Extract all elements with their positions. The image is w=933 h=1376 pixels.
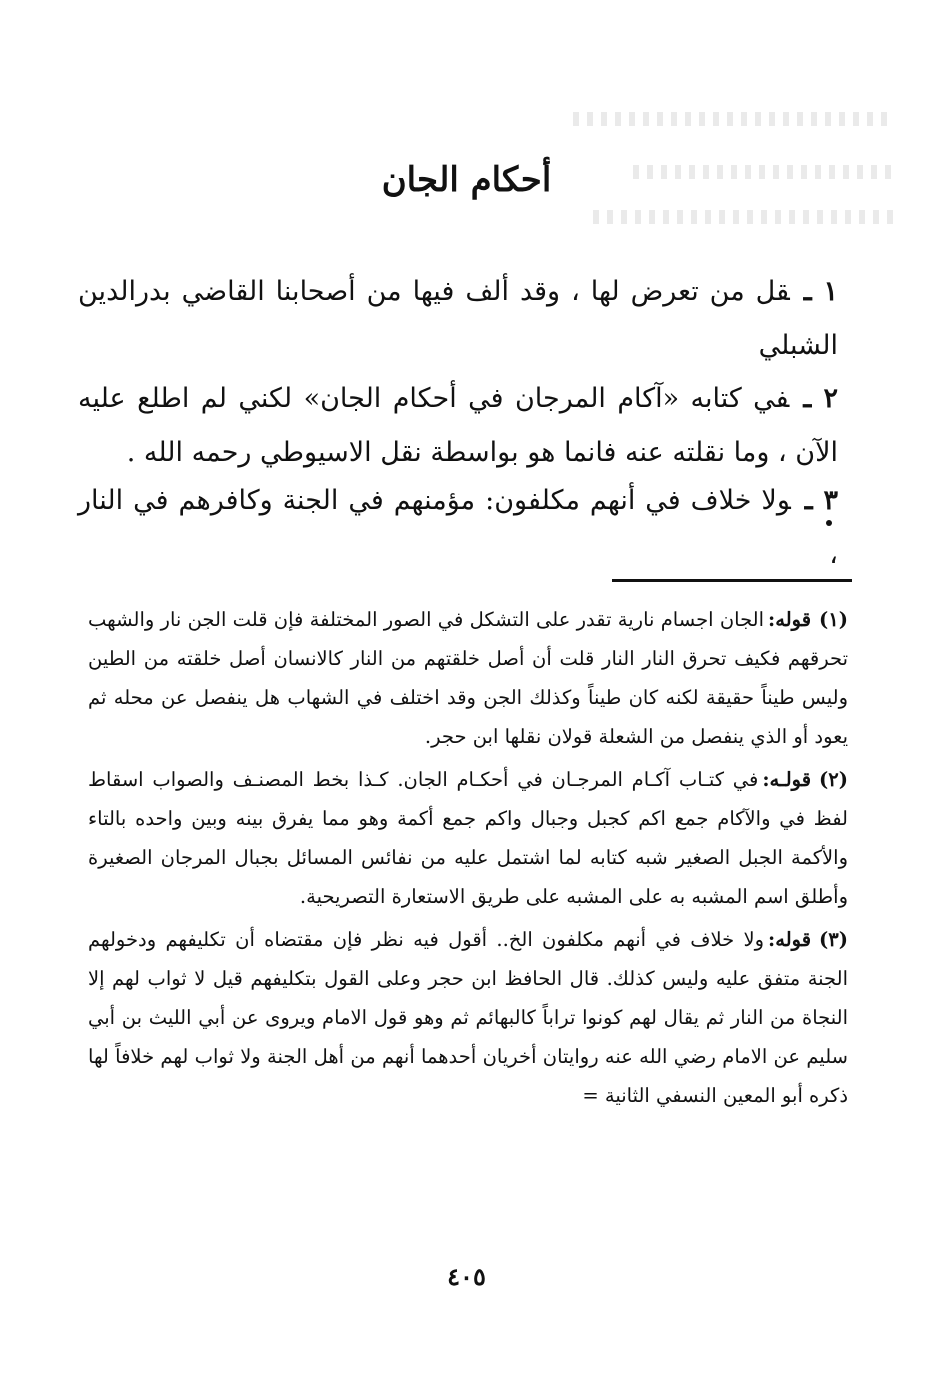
page-title: أحكام الجان — [381, 160, 552, 200]
footnote-keyword: قولـه: — [762, 768, 812, 791]
verse-line-3 — [78, 474, 838, 582]
footnote-keyword: قوله: — [768, 608, 812, 631]
footnote-text: ولا خلاف في أنهم مكلفون الخ.. أقول فيه نظر فإن مقتضاه أن تكليفهم ودخولهم الجنة متفق عليه وليس كذلك. قال الحافظ ابن حجر وعلى القول بتكليفهم قيل لا ثواب لهم إلا النجاة من النار ثم يقال لهم كونوا تراباً كالبهائم ثم وهو قول الامام ويروى عن أبي الليث بن أبي سليم عن الامام رضي الله عنه روايتان أخريان أحدهما أنهم من أهل الجنة ولا ثواب لهم خلافاً لها ذكره أبو المعين النسفي الثانية = — [88, 928, 848, 1107]
bleed-through-text — [573, 112, 893, 126]
footnote-text: في كتـاب آكـام المرجـان في أحكـام الجان. كـذا بخط المصنـف والصواب اسقاط لفظ في والآكام جمع اكم كجبل وجبال واكم جمع أكمة وهو مما يفرق بينه وبين واحده بالتاء والأكمة الجبل الصغير شبه كتابه لما اشتمل عليه من نفائس المسائل بجبال المرجان الصغيرة وأطلق اسم المشبه به على المشبه على طريق الاستعارة التصريحية. — [88, 768, 848, 908]
footnote-number: (٣) — [819, 928, 848, 951]
verse-number: ١ ـ — [803, 276, 838, 307]
footnote-number: (٢) — [819, 768, 848, 791]
footnote-divider — [612, 579, 852, 582]
ink-dot — [826, 520, 832, 526]
page-number: ٤٠٥ — [447, 1262, 486, 1291]
verse-number: ٣ ـ — [804, 485, 838, 516]
footnote-2 — [88, 760, 848, 916]
verse-text: ولا خلاف في أنهم مكلفون: مؤمنهم في الجنة وكافرهم في النار ، — [78, 485, 838, 570]
footnote-number: (١) — [819, 608, 848, 631]
verse-line-1 — [78, 265, 838, 373]
footnote-3 — [88, 920, 848, 1115]
verse-line-2 — [78, 372, 838, 480]
footnote-1 — [88, 600, 848, 756]
verse-text: قل من تعرض لها ، وقد ألف فيها من أصحابنا القاضي بدرالدين الشبلي — [78, 276, 838, 361]
footnote-keyword: قوله: — [768, 928, 812, 951]
footnotes — [88, 600, 848, 1119]
footnote-text: الجان اجسام نارية تقدر على التشكل في الصور المختلفة فإن قلت الجن نار والشهب تحرقهم فكيف تحرق النار النار قلت أن أصل خلقتهم من النار كالانسان أصل خلقته من الطين وليس طيناً حقيقة لكنه كان طيناً وكذلك الجن وقد اختلف في الشهاب هل ينفصل عن محله ثم يعود أو الذي ينفصل من الشعلة قولان نقلها ابن حجر. — [88, 608, 848, 748]
verse-text: في كتابه «آكام المرجان في أحكام الجان» لكني لم اطلع عليه الآن ، وما نقلته عنه فانما هو بواسطة نقل الاسيوطي رحمه الله . — [78, 383, 838, 468]
verse-number: ٢ ـ — [803, 383, 838, 414]
bleed-through-text — [593, 210, 893, 224]
